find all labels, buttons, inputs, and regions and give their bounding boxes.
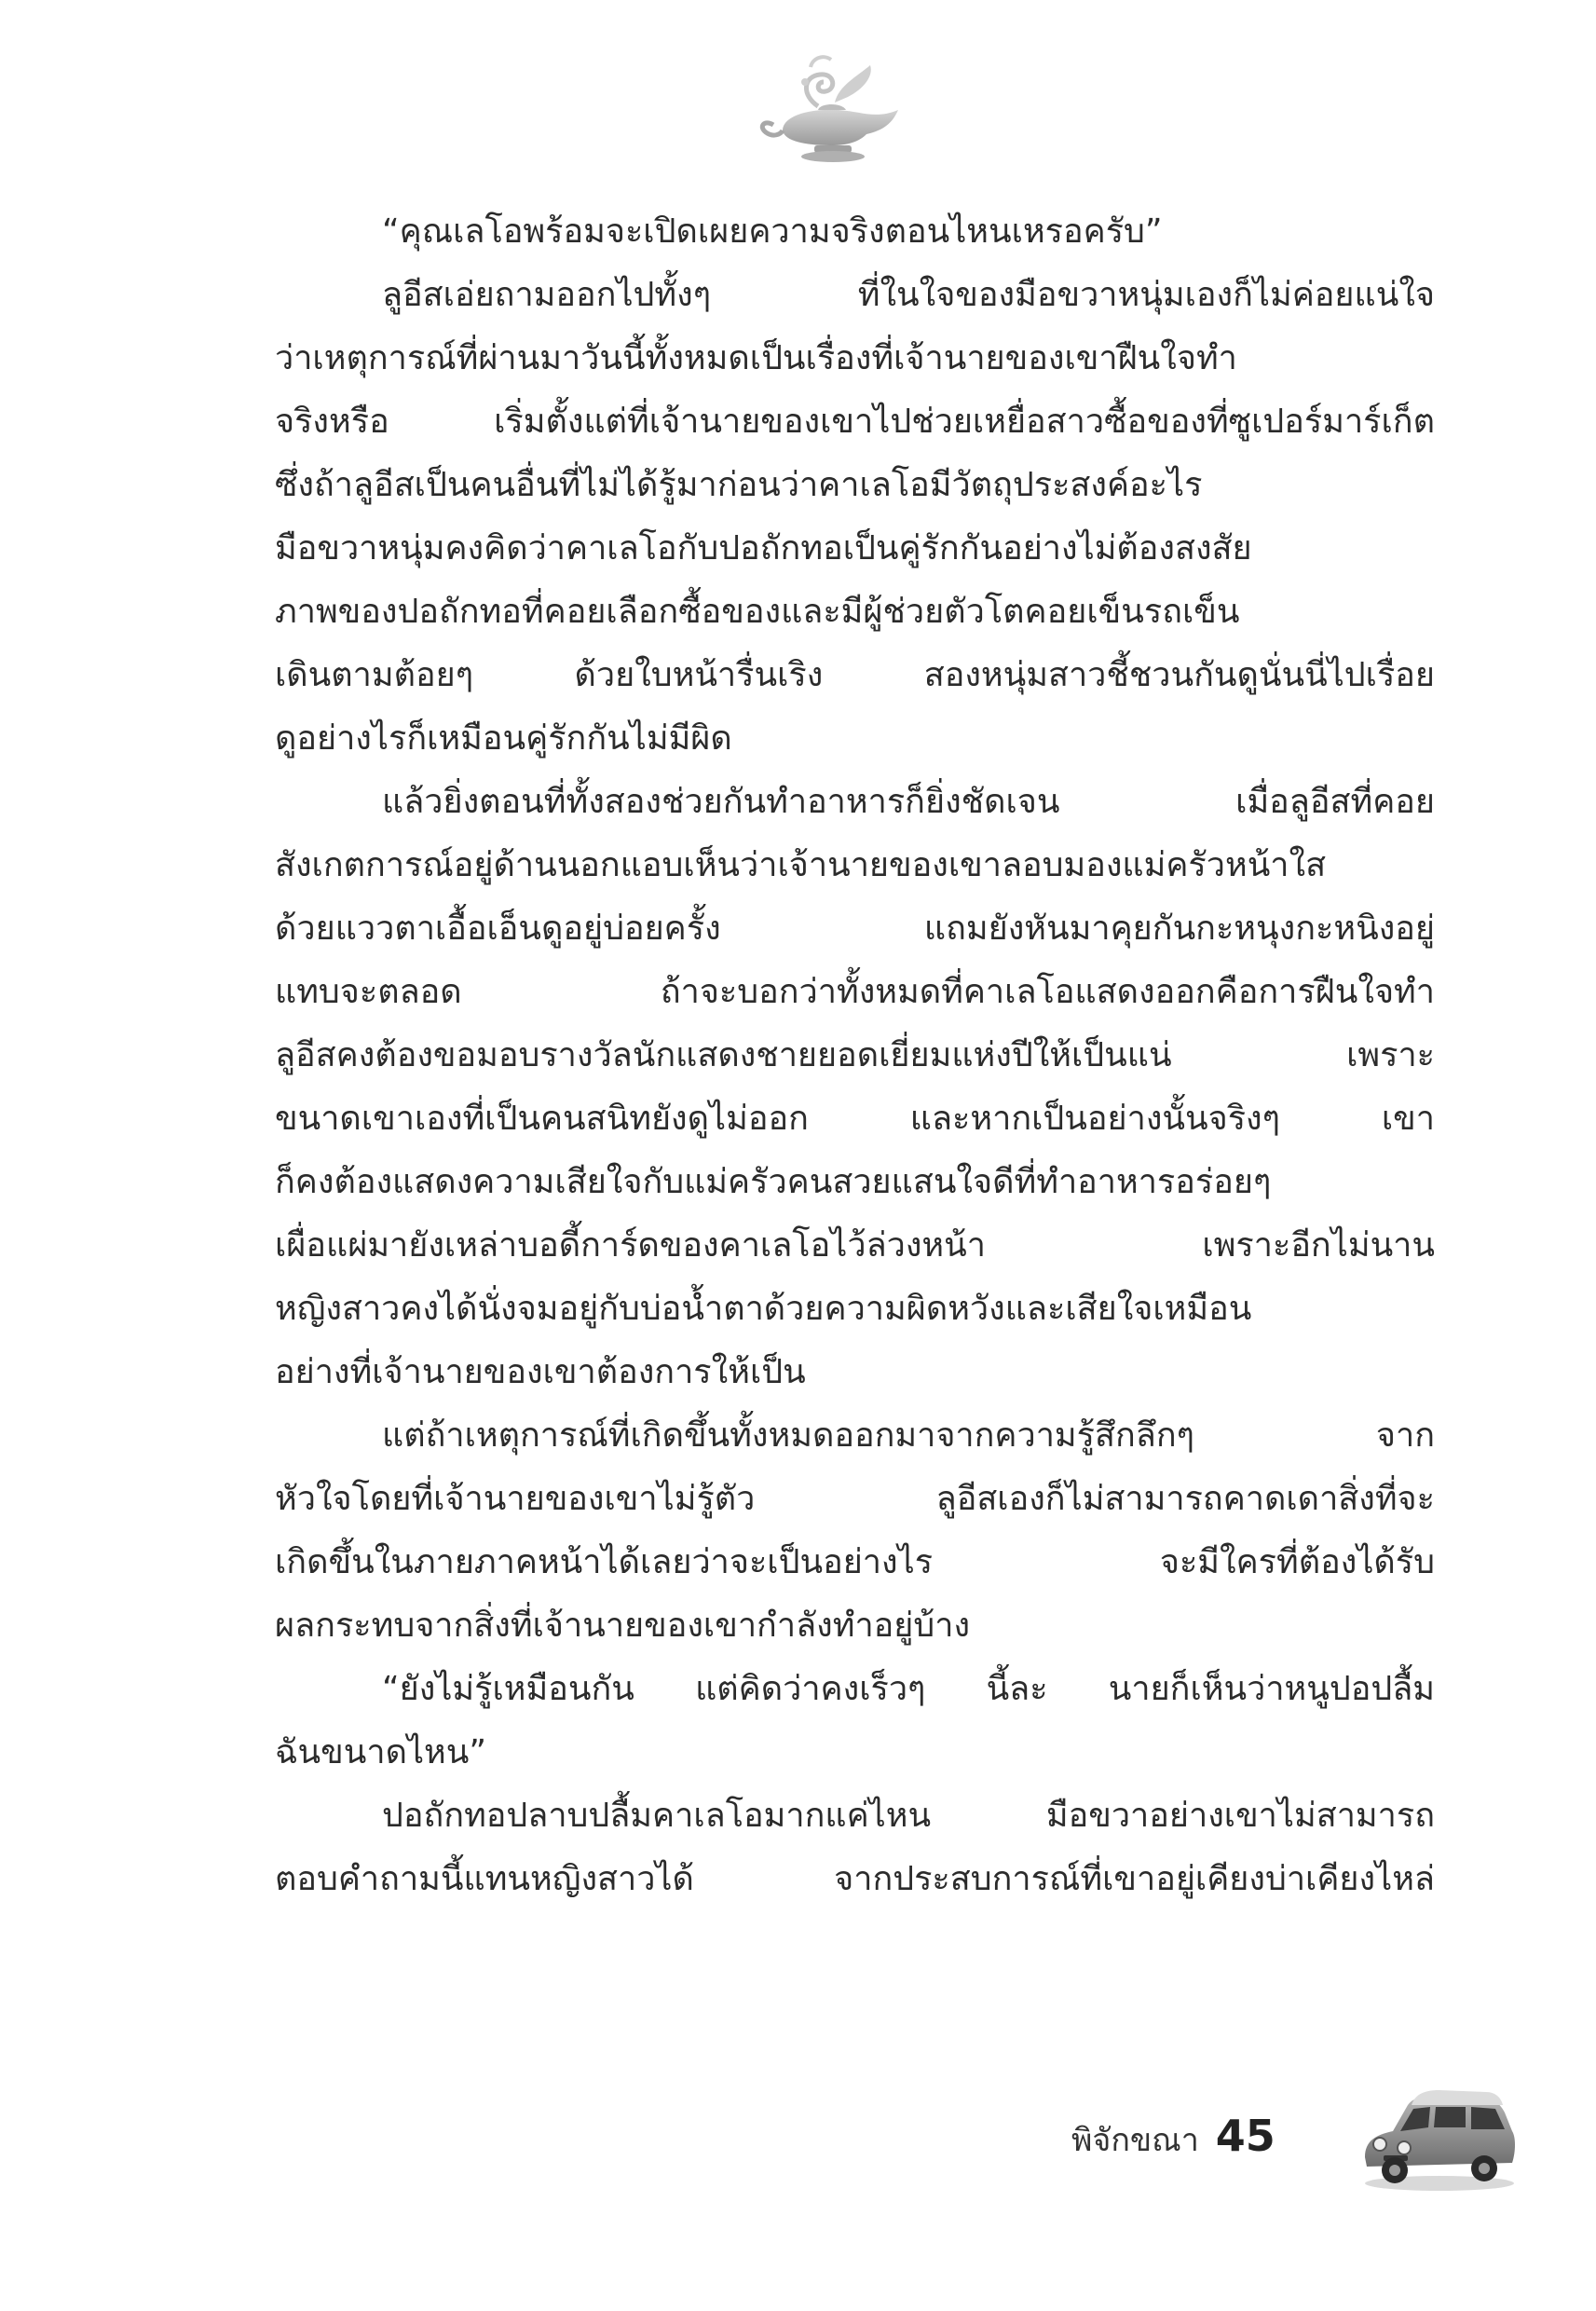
text-line: ว่าเหตุการณ์ที่ผ่านมาวันนี้ทั้งหมดเป็นเรื่องที่เจ้านายของเขาฝืนใจทำ — [275, 339, 1237, 377]
text-line: แล้วยิ่งตอนที่ทั้งสองช่วยกันทำอาหารก็ยิ่งชัดเจน เมื่อลูอีสที่คอย — [382, 783, 1435, 821]
text-line: “ยังไม่รู้เหมือนกัน แต่คิดว่าคงเร็วๆ นี้ละ นายก็เห็นว่าหนูปอปลื้ม — [382, 1670, 1435, 1708]
text-line: ลูอีสคงต้องขอมอบรางวัลนักแสดงชายยอดเยี่ยมแห่งปีให้เป็นแน่ เพราะ — [275, 1036, 1435, 1074]
text-line: ลูอีสเอ่ยถามออกไปทั้งๆ ที่ในใจของมือขวาหนุ่มเองก็ไม่ค่อยแน่ใจ — [382, 276, 1435, 314]
text-line: ปอถักทอปลาบปลื้มคาเลโอมากแค่ไหน มือขวาอย่างเขาไม่สามารถ — [382, 1797, 1435, 1835]
text-line: ฉันขนาดไหน” — [275, 1733, 487, 1771]
text-line: ก็คงต้องแสดงความเสียใจกับแม่ครัวคนสวยแสนใจดีที่ทำอาหารอร่อยๆ — [275, 1163, 1272, 1201]
text-line: แทบจะตลอด ถ้าจะบอกว่าทั้งหมดที่คาเลโอแสดงออกคือการฝืนใจทำ — [275, 973, 1435, 1011]
text-line: แต่ถ้าเหตุการณ์ที่เกิดขึ้นทั้งหมดออกมาจากความรู้สึกลึกๆ จาก — [382, 1416, 1435, 1455]
page-footer — [1071, 2111, 1275, 2167]
text-line: สังเกตการณ์อยู่ด้านนอกแอบเห็นว่าเจ้านายของเขาลอบมองแม่ครัวหน้าใส — [275, 846, 1327, 884]
text-line: ตอบคำถามนี้แทนหญิงสาวได้ จากประสบการณ์ที่เขาอยู่เคียงบ่าเคียงไหล่ — [275, 1860, 1435, 1898]
text-line: หัวใจโดยที่เจ้านายของเขาไม่รู้ตัว ลูอีสเองก็ไม่สามารถคาดเดาสิ่งที่จะ — [275, 1480, 1435, 1518]
text-line: หญิงสาวคงได้นั่งจมอยู่กับบ่อน้ำตาด้วยความผิดหวังและเสียใจเหมือน — [275, 1290, 1252, 1328]
text-line: เกิดขึ้นในภายภาคหน้าได้เลยว่าจะเป็นอย่างไร จะมีใครที่ต้องได้รับ — [275, 1543, 1435, 1581]
text-line: เดินตามต้อยๆ ด้วยใบหน้ารื่นเริง สองหนุ่มสาวชี้ชวนกันดูนั่นนี่ไปเรื่อย — [275, 656, 1435, 694]
author-name: พิจักขณา — [1071, 2122, 1199, 2159]
mini-car-icon — [1356, 2073, 1519, 2195]
text-line: ดูอย่างไรก็เหมือนคู่รักกันไม่มีผิด — [275, 719, 732, 758]
text-line: อย่างที่เจ้านายของเขาต้องการให้เป็น — [275, 1353, 806, 1391]
body-text — [275, 200, 1435, 1911]
text-line: ภาพของปอถักทอที่คอยเลือกซื้อของและมีผู้ช่วยตัวโตคอยเข็นรถเข็น — [275, 593, 1240, 631]
text-line: มือขวาหนุ่มคงคิดว่าคาเลโอกับปอถักทอเป็นคู่รักกันอย่างไม่ต้องสงสัย — [275, 529, 1252, 567]
magic-lamp-icon — [745, 48, 922, 170]
text-line: “คุณเลโอพร้อมจะเปิดเผยความจริงตอนไหนเหรอครับ” — [382, 212, 1163, 251]
text-line: ขนาดเขาเองที่เป็นคนสนิทยังดูไม่ออก และหากเป็นอย่างนั้นจริงๆ เขา — [275, 1100, 1435, 1138]
page-number: 45 — [1215, 2111, 1275, 2161]
text-line: เผื่อแผ่มายังเหล่าบอดี้การ์ดของคาเลโอไว้ล่วงหน้า เพราะอีกไม่นาน — [275, 1226, 1435, 1265]
text-line: ผลกระทบจากสิ่งที่เจ้านายของเขากำลังทำอยู่บ้าง — [275, 1607, 971, 1645]
text-line: จริงหรือ เริ่มตั้งแต่ที่เจ้านายของเขาไปช่วยเหยื่อสาวซื้อของที่ซูเปอร์มาร์เก็ต — [275, 403, 1435, 441]
text-line: ด้วยแววตาเอื้อเอ็นดูอยู่บ่อยครั้ง แถมยังหันมาคุยกันกะหนุงกะหนิงอยู่ — [275, 909, 1435, 948]
text-line: ซึ่งถ้าลูอีสเป็นคนอื่นที่ไม่ได้รู้มาก่อนว่าคาเลโอมีวัตถุประสงค์อะไร — [275, 466, 1203, 504]
